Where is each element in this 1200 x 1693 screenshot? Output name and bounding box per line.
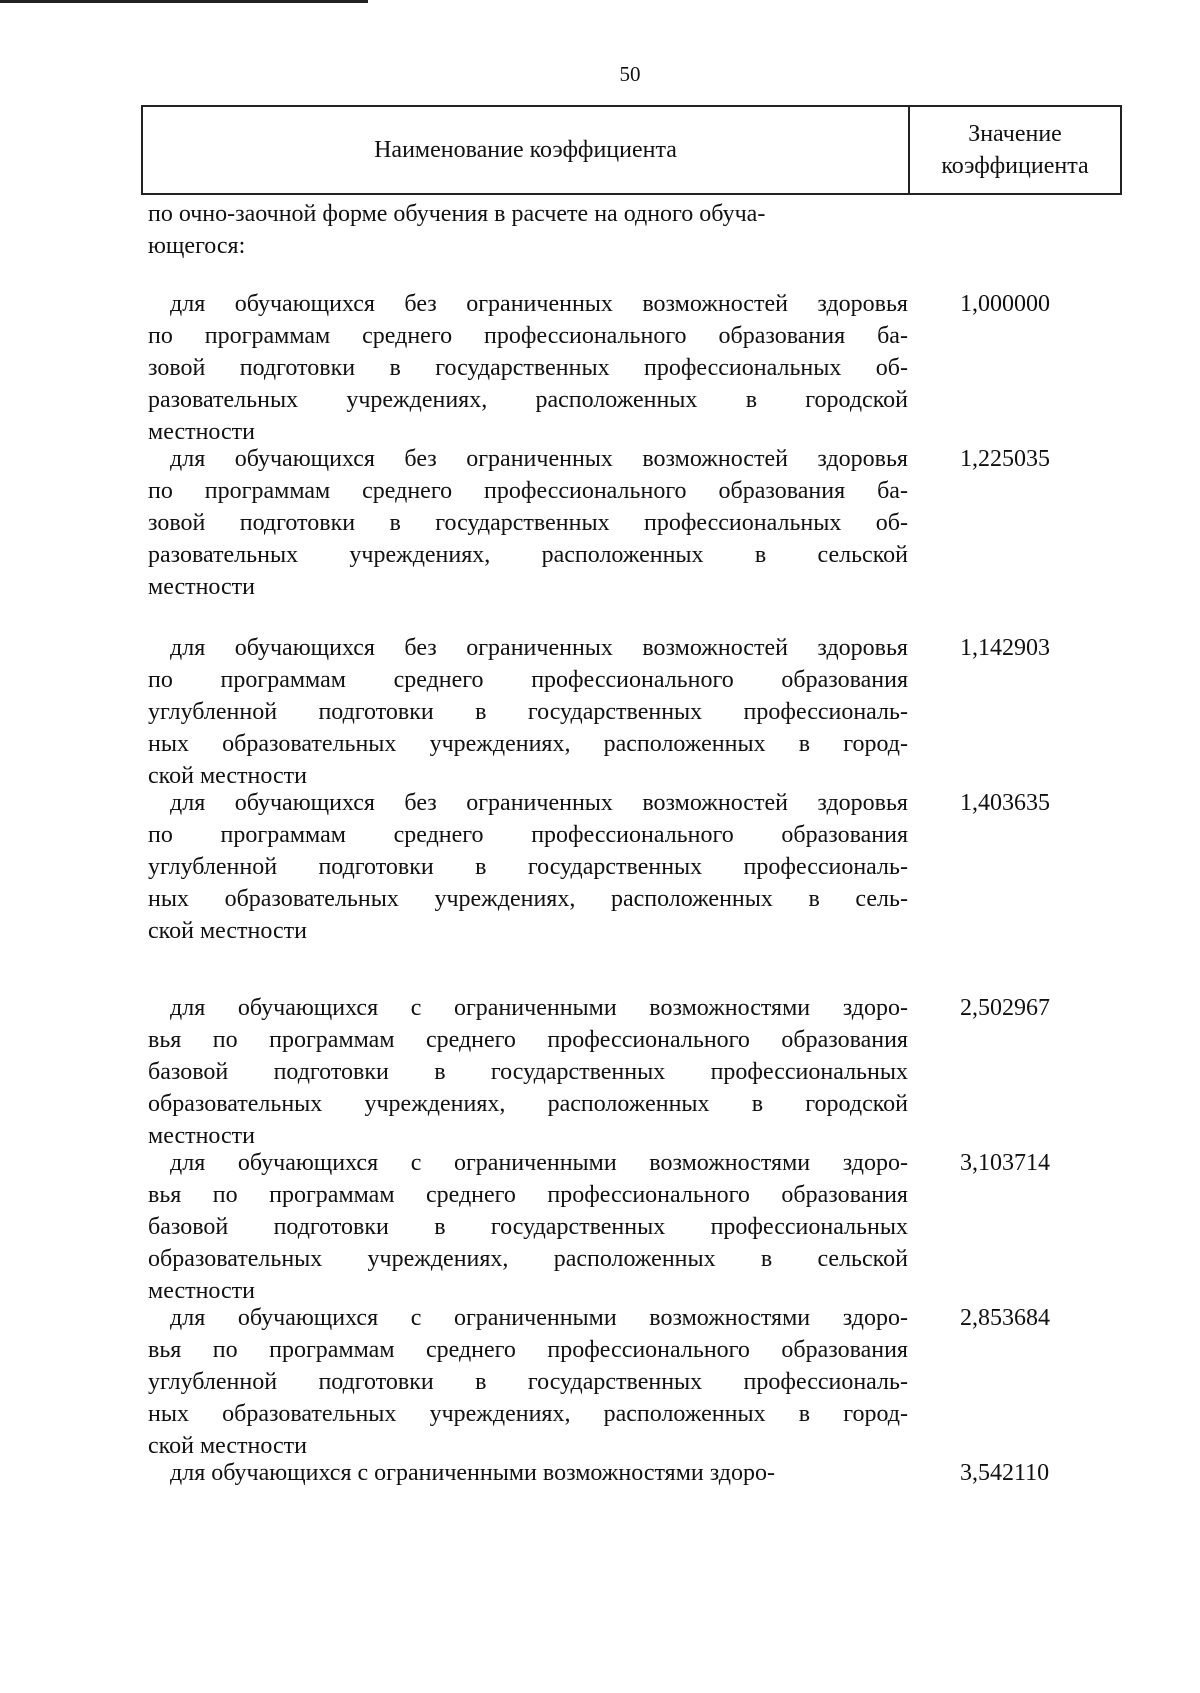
row-text-line: ных образовательных учреждениях, расположенных в город- — [148, 731, 908, 757]
coefficient-value: 3,542110 — [960, 1460, 1050, 1486]
intro-line: по очно-заочной форме обучения в расчете на одного обуча- — [148, 201, 766, 227]
coefficient-row-name — [148, 1302, 908, 1462]
coefficient-row-name — [148, 1147, 908, 1307]
row-text-line: ской местности — [148, 918, 307, 944]
row-text-line: по программам среднего профессионального образования — [148, 667, 908, 693]
coefficient-row-name — [148, 288, 908, 448]
header-value-line1: Значение — [968, 121, 1062, 147]
row-text-line: базовой подготовки в государственных профессиональных — [148, 1214, 908, 1240]
row-text-line: ных образовательных учреждениях, расположенных в сель- — [148, 886, 908, 912]
coefficient-value: 2,502967 — [960, 995, 1050, 1021]
row-text-line: углубленной подготовки в государственных профессиональ- — [148, 1369, 908, 1395]
row-text-line: для обучающихся без ограниченных возможностей здоровья — [170, 446, 908, 472]
row-text-line: для обучающихся без ограниченных возможностей здоровья — [170, 790, 908, 816]
coefficient-value: 1,142903 — [960, 635, 1050, 661]
row-text-line: ской местности — [148, 763, 307, 789]
row-text-line: разовательных учреждениях, расположенных в городской — [148, 387, 908, 413]
row-text-line: зовой подготовки в государственных профессиональных об- — [148, 355, 908, 381]
coefficient-value: 1,225035 — [960, 446, 1050, 472]
coefficient-value: 3,103714 — [960, 1150, 1050, 1176]
row-text-line: ных образовательных учреждениях, расположенных в город- — [148, 1401, 908, 1427]
row-text-line: местности — [148, 419, 256, 445]
row-text-line: углубленной подготовки в государственных профессиональ- — [148, 699, 908, 725]
row-text-line: вья по программам среднего профессионального образования — [148, 1027, 908, 1053]
row-text-line: местности — [148, 1123, 256, 1149]
header-value-line2: коэффициента — [941, 153, 1089, 179]
row-text-line: ской местности — [148, 1433, 307, 1459]
row-text-line: для обучающихся с ограниченными возможностями здоро- — [170, 1460, 775, 1486]
row-text-line: образовательных учреждениях, расположенных в городской — [148, 1091, 908, 1117]
coefficient-value: 1,000000 — [960, 291, 1050, 317]
row-text-line: для обучающихся с ограниченными возможностями здоро- — [170, 995, 908, 1021]
row-text-line: местности — [148, 1278, 256, 1304]
top-border-rule — [0, 0, 368, 3]
row-text-line: базовой подготовки в государственных профессиональных — [148, 1059, 908, 1085]
intro-line: ющегося: — [148, 233, 246, 259]
row-text-line: вья по программам среднего профессионального образования — [148, 1182, 908, 1208]
coefficient-row-name — [148, 443, 908, 603]
row-text-line: образовательных учреждениях, расположенных в сельской — [148, 1246, 908, 1272]
coefficient-row-name — [148, 1457, 908, 1489]
coefficient-row-name — [148, 787, 908, 947]
row-text-line: разовательных учреждениях, расположенных в сельской — [148, 542, 908, 568]
row-text-line: по программам среднего профессионального образования ба- — [148, 323, 908, 349]
row-text-line: местности — [148, 574, 256, 600]
row-text-line: вья по программам среднего профессионального образования — [148, 1337, 908, 1363]
row-text-line: углубленной подготовки в государственных профессиональ- — [148, 854, 908, 880]
header-coefficient-value — [910, 107, 1120, 193]
coefficient-row-name — [148, 632, 908, 792]
coefficient-table-header — [141, 105, 1122, 195]
row-text-line: по программам среднего профессионального образования ба- — [148, 478, 908, 504]
coefficient-value: 2,853684 — [960, 1305, 1050, 1331]
page-number: 50 — [619, 62, 641, 86]
row-text-line: для обучающихся с ограниченными возможностями здоро- — [170, 1305, 908, 1331]
coefficient-value: 1,403635 — [960, 790, 1050, 816]
header-coefficient-name: Наименование коэффициента — [143, 107, 910, 193]
row-text-line: для обучающихся с ограниченными возможностями здоро- — [170, 1150, 908, 1176]
intro-text — [148, 198, 908, 262]
row-text-line: зовой подготовки в государственных профессиональных об- — [148, 510, 908, 536]
coefficient-row-name — [148, 992, 908, 1152]
row-text-line: для обучающихся без ограниченных возможностей здоровья — [170, 291, 908, 317]
row-text-line: для обучающихся без ограниченных возможностей здоровья — [170, 635, 908, 661]
row-text-line: по программам среднего профессионального образования — [148, 822, 908, 848]
